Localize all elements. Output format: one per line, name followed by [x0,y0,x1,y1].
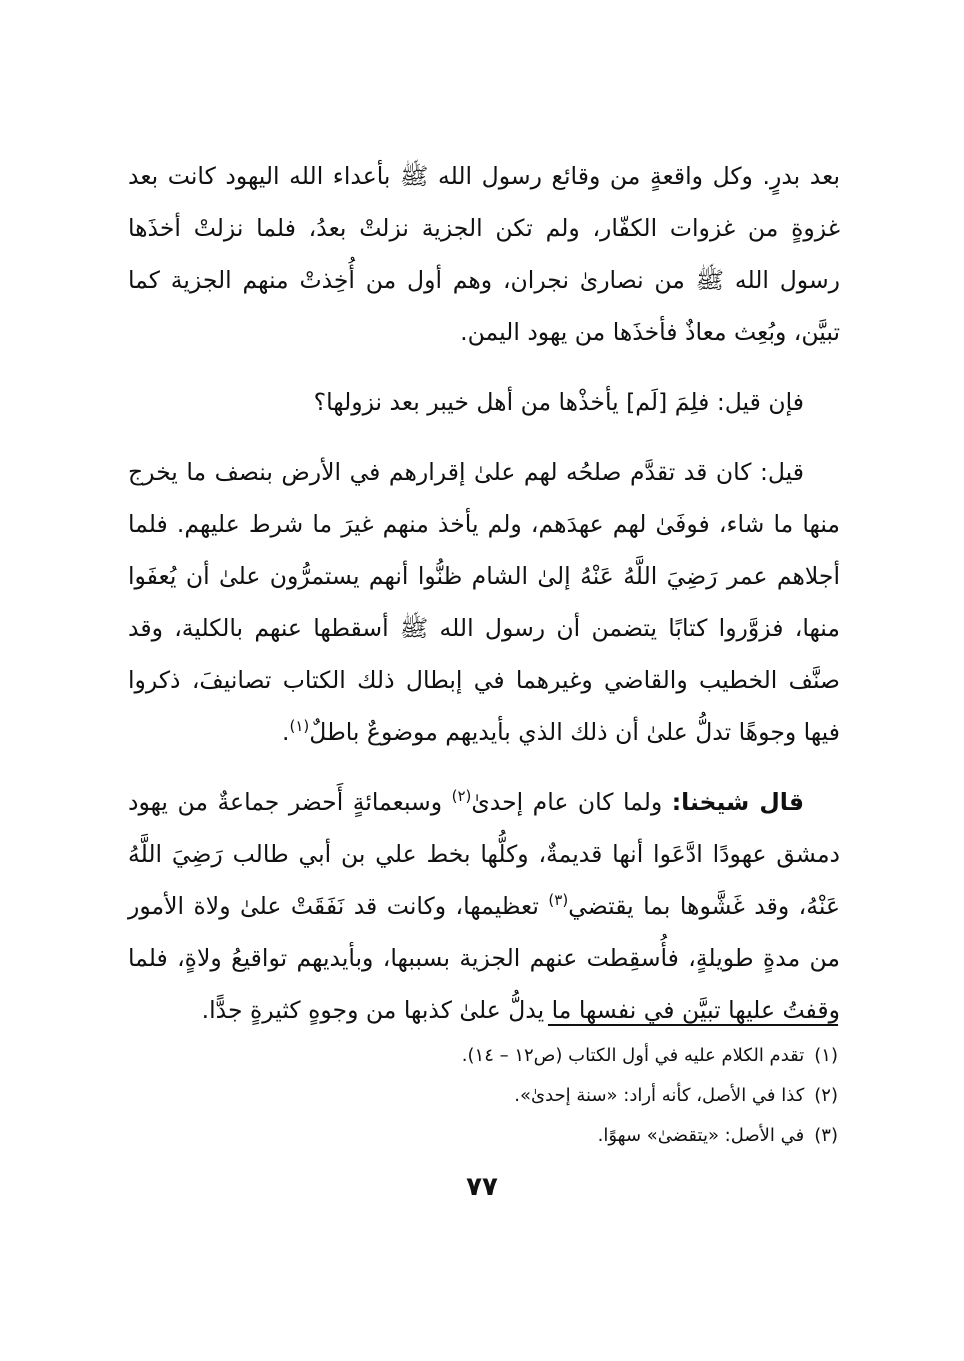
footnote-3-number: (٣) [814,1125,838,1146]
footnote-divider [548,1024,838,1026]
paragraph-4-text-c: تعظيمها، وكانت قد نَفَقَتْ علىٰ ولاة الأمور من مدةٍ طويلةٍ، فأُسقِطت عنهم الجزية بسببها، وبأيديهم تواقيعُ ولاةٍ، فلما وقفتُ عليها تبيَّن في نفسها ما يدلُّ علىٰ كذبها من وجوهٍ كثيرةٍ جدًّا. [128,892,840,1024]
paragraph-3-text: قيل: كان قد تقدَّم صلحُه لهم علىٰ إقرارهم في الأرض بنصف ما يخرج منها ما شاء، فوفَىٰ لهم عهدَهم، ولم يأخذ منهم غيرَ ما شرط عليهم. فلما أجلاهم عمر رَضِيَ اللَّهُ عَنْهُ إلىٰ الشام ظنُّوا أنهم يستمرُّون علىٰ أن يُعفَوا منها، فزوَّروا كتابًا يتضمن أن رسول الله ﷺ أسقطها عنهم بالكلية، وقد صنَّف الخطيب والقاضي وغيرهما في إبطال ذلك الكتاب تصانيفَ، ذكروا فيها وجوهًا تدلُّ علىٰ أن ذلك الذي بأيديهم موضوعٌ باطلٌ [128,458,840,746]
footnote-2-text: كذا في الأصل، كأنه أراد: «سنة إحدىٰ». [514,1085,805,1106]
paragraph-4-text-b: وسبعمائةٍ أَحضر جماعةٌ من يهود دمشق عهودًا ادَّعَوا أنها قديمةٌ، وكلُّها بخط علي بن أبي طالب رَضِيَ اللَّهُ عَنْهُ، وقد غَشَّوها بما يقتضي [128,788,840,920]
footnote-1-text: تقدم الكلام عليه في أول الكتاب (ص١٢ – ١٤). [461,1045,805,1066]
footnote-1 [300,1036,838,1076]
paragraph-2 [128,376,840,428]
paragraph-1 [128,150,840,358]
paragraph-4-text-a: ولما كان عام إحدىٰ [471,788,672,816]
footnotes [300,1036,838,1156]
paragraph-4 [128,776,840,1036]
paragraph-3-tail: . [282,718,290,746]
footnote-ref-3[interactable]: (٣) [548,891,569,910]
footnote-1-number: (١) [814,1045,838,1066]
paragraph-4-lead: قال شيخنا: [671,788,804,816]
main-text [128,150,840,1054]
page-number: ٧٧ [466,1172,498,1202]
footnote-ref-1[interactable]: (١) [289,717,310,736]
footnote-3-text: في الأصل: «يتقضىٰ» سهوًا. [597,1125,805,1146]
footnote-2 [300,1076,838,1116]
footnote-3 [300,1116,838,1156]
paragraph-1-text: بعد بدرٍ. وكل واقعةٍ من وقائع رسول الله ﷺ بأعداء الله اليهود كانت بعد غزوةٍ من غزوات الكفّار، ولم تكن الجزية نزلتْ بعدُ، فلما نزلتْ أخذَها رسول الله ﷺ من نصارىٰ نجران، وهم أول من أُخِذتْ منهم الجزية كما تبيَّن، وبُعِث معاذٌ فأخذَها من يهود اليمن. [128,162,840,346]
footnote-2-number: (٢) [814,1085,838,1106]
paragraph-2-text: فإن قيل: فلِمَ [لَم] يأخذْها من أهل خيبر بعد نزولها؟ [313,388,804,416]
paragraph-3 [128,446,840,758]
footnote-ref-2[interactable]: (٢) [451,787,472,806]
